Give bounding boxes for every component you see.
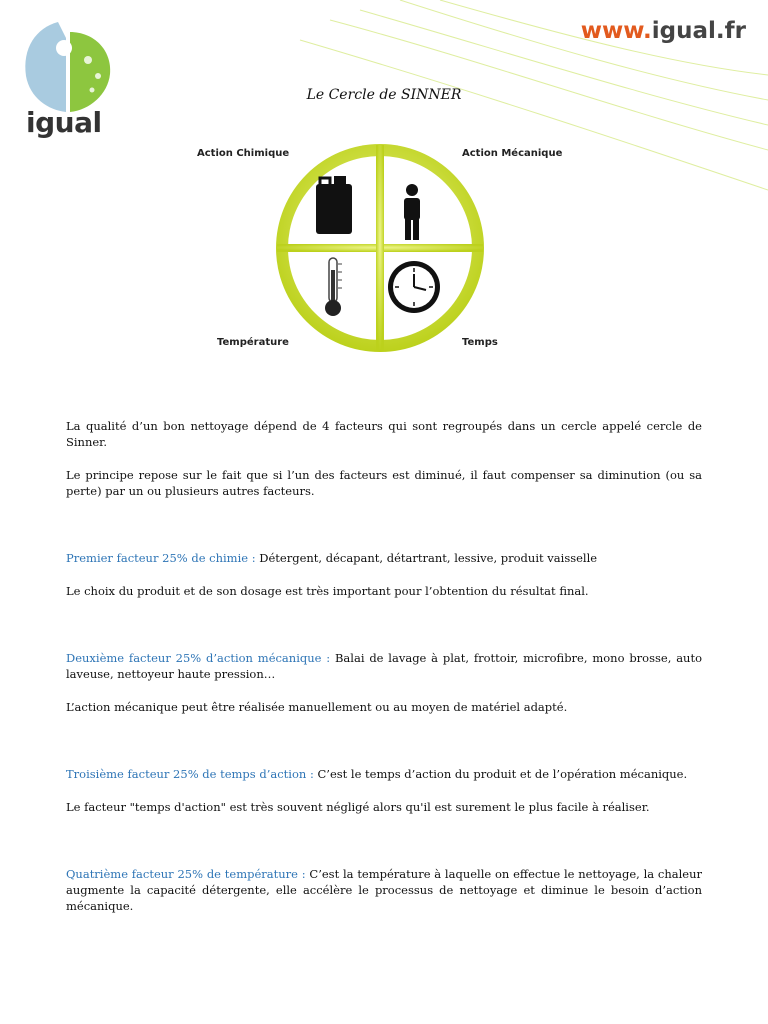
- factor-note: Le facteur "temps d'action" est très souvent négligé alors qu'il est surement le plus facile à réaliser.: [66, 800, 650, 814]
- label-action-chimique: Action Chimique: [197, 148, 290, 159]
- site-url[interactable]: [581, 18, 746, 44]
- factor-heading: Quatrième facteur 25% de température :: [66, 867, 306, 881]
- factor-paragraph: [66, 766, 702, 782]
- factor-paragraph: [66, 650, 702, 682]
- factor-heading: Troisième facteur 25% de temps d’action :: [66, 767, 314, 781]
- factor-text: Balai de lavage à plat, frottoir, microfibre, mono brosse, auto laveuse, nettoyeur haute pression…: [66, 651, 702, 681]
- factor-note: L’action mécanique peut être réalisée manuellement ou au moyen de matériel adapté.: [66, 700, 568, 714]
- factor-text: C’est la température à laquelle on effectue le nettoyage, la chaleur augmente la capacité détergente, elle accélère le processus de nettoyage et diminue le besoin d’action mécanique.: [66, 867, 702, 913]
- site-domain: igual.fr: [651, 18, 746, 44]
- label-temps: Temps: [462, 337, 498, 348]
- factor-heading: Deuxième facteur 25% d’action mécanique :: [66, 651, 331, 665]
- page-title: Le Cercle de SINNER: [306, 87, 462, 103]
- intro-paragraph: Le principe repose sur le fait que si l’un des facteurs est diminué, il faut compenser sa diminution (ou sa perte) par un ou plusieurs autres facteurs.: [66, 468, 702, 498]
- factor-text: C’est le temps d’action du produit et de l’opération mécanique.: [313, 767, 688, 781]
- intro-paragraph: La qualité d’un bon nettoyage dépend de 4 facteurs qui sont regroupés dans un cercle appelé cercle de Sinner.: [66, 419, 702, 449]
- document-body: [66, 418, 702, 914]
- factor-heading: Premier facteur 25% de chimie :: [66, 551, 256, 565]
- logo-wordmark: igual: [26, 106, 102, 139]
- factor-paragraph: [66, 866, 702, 914]
- sinner-circle-svg: [190, 140, 570, 365]
- label-action-mecanique: Action Mécanique: [462, 148, 563, 159]
- factor-text: Détergent, décapant, détartrant, lessive, produit vaisselle: [255, 551, 598, 565]
- site-prefix: www.: [580, 18, 652, 44]
- factor-note: Le choix du produit et de son dosage est très important pour l’obtention du résultat final.: [66, 584, 589, 598]
- sinner-circle-diagram: [190, 140, 570, 365]
- jerrycan-icon: [316, 176, 352, 234]
- clock-icon: [388, 261, 440, 313]
- label-temperature: Température: [217, 337, 289, 348]
- factor-paragraph: [66, 550, 702, 566]
